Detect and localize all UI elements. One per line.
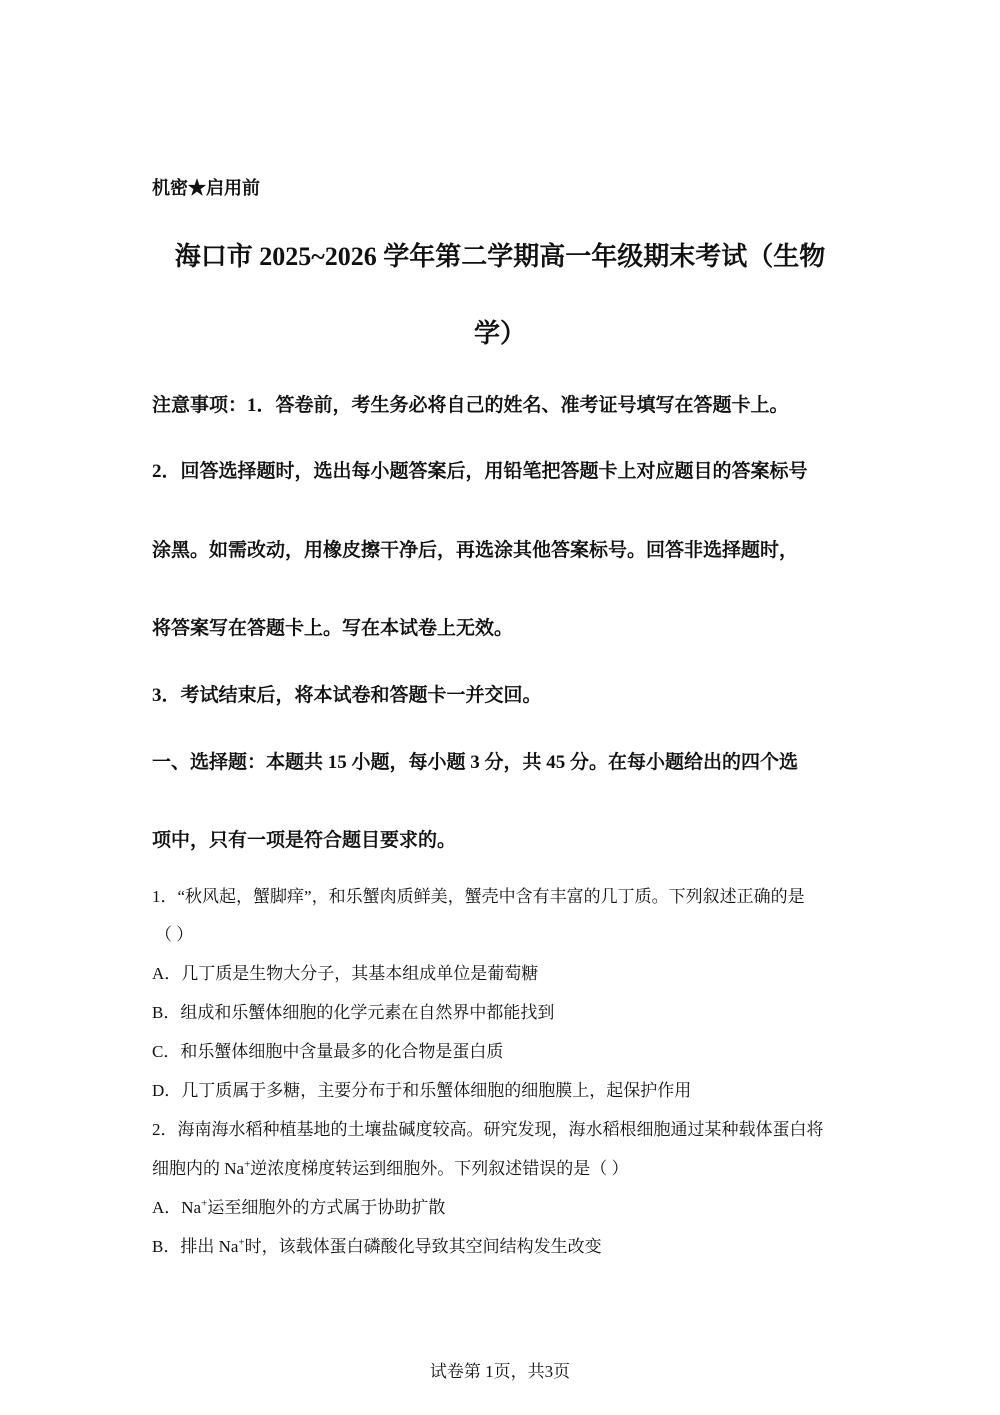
q1-option-d: D．几丁质属于多糖，主要分布于和乐蟹体细胞的细胞膜上，起保护作用 <box>152 1081 692 1100</box>
notice-line-4: 将答案写在答题卡上。写在本试卷上无效。 <box>152 618 514 639</box>
notice-line-1: 注意事项：1．答卷前，考生务必将自己的姓名、准考证号填写在答题卡上。 <box>152 395 789 416</box>
page-footer: 试卷第 1页，共3页 <box>429 1362 571 1381</box>
q1-stem-line1: 1．“秋风起，蟹脚痒”，和乐蟹肉质鲜美，蟹壳中含有丰富的几丁质。下列叙述正确的是 <box>152 887 805 906</box>
superscript-plus: + <box>201 1197 208 1210</box>
exam-title-line2: 学） <box>473 319 526 348</box>
notice-line-5: 3．考试结束后，将本试卷和答题卡一并交回。 <box>152 685 542 706</box>
superscript-plus: + <box>244 1158 251 1171</box>
q1-option-c: C．和乐蟹体细胞中含量最多的化合物是蛋白质 <box>152 1042 504 1061</box>
section-heading-line2: 项中，只有一项是符合题目要求的。 <box>152 830 457 851</box>
section-heading-line1: 一、选择题：本题共 15 小题，每小题 3 分，共 45 分。在每小题给出的四个选 <box>152 752 799 773</box>
exam-title-line1: 海口市 2025~2026 学年第二学期高一年级期末考试（生物 <box>174 242 826 271</box>
q1-stem-line2: （ ） <box>155 925 194 944</box>
confidential-label: 机密★启用前 <box>152 178 260 198</box>
q2-stem-line1: 2．海南海水稻种植基地的土壤盐碱度较高。研究发现，海水稻根细胞通过某种载体蛋白将 <box>152 1120 824 1139</box>
q1-option-a: A．几丁质是生物大分子，其基本组成单位是葡萄糖 <box>152 964 539 983</box>
q2-option-b: B．排出 Na+时，该载体蛋白磷酸化导致其空间结构发生改变 <box>152 1236 602 1256</box>
notice-line-3: 涂黑。如需改动，用橡皮擦干净后，再选涂其他答案标号。回答非选择题时， <box>152 540 799 561</box>
superscript-plus: + <box>238 1236 245 1249</box>
q2-option-a: A．Na+运至细胞外的方式属于协助扩散 <box>152 1197 446 1217</box>
q2-stem-line2: 细胞内的 Na+逆浓度梯度转运到细胞外。下列叙述错误的是（ ） <box>152 1158 629 1178</box>
q1-option-b: B．组成和乐蟹体细胞的化学元素在自然界中都能找到 <box>152 1003 555 1022</box>
notice-line-2: 2．回答选择题时，选出每小题答案后，用铅笔把答题卡上对应题目的答案标号 <box>152 461 808 482</box>
